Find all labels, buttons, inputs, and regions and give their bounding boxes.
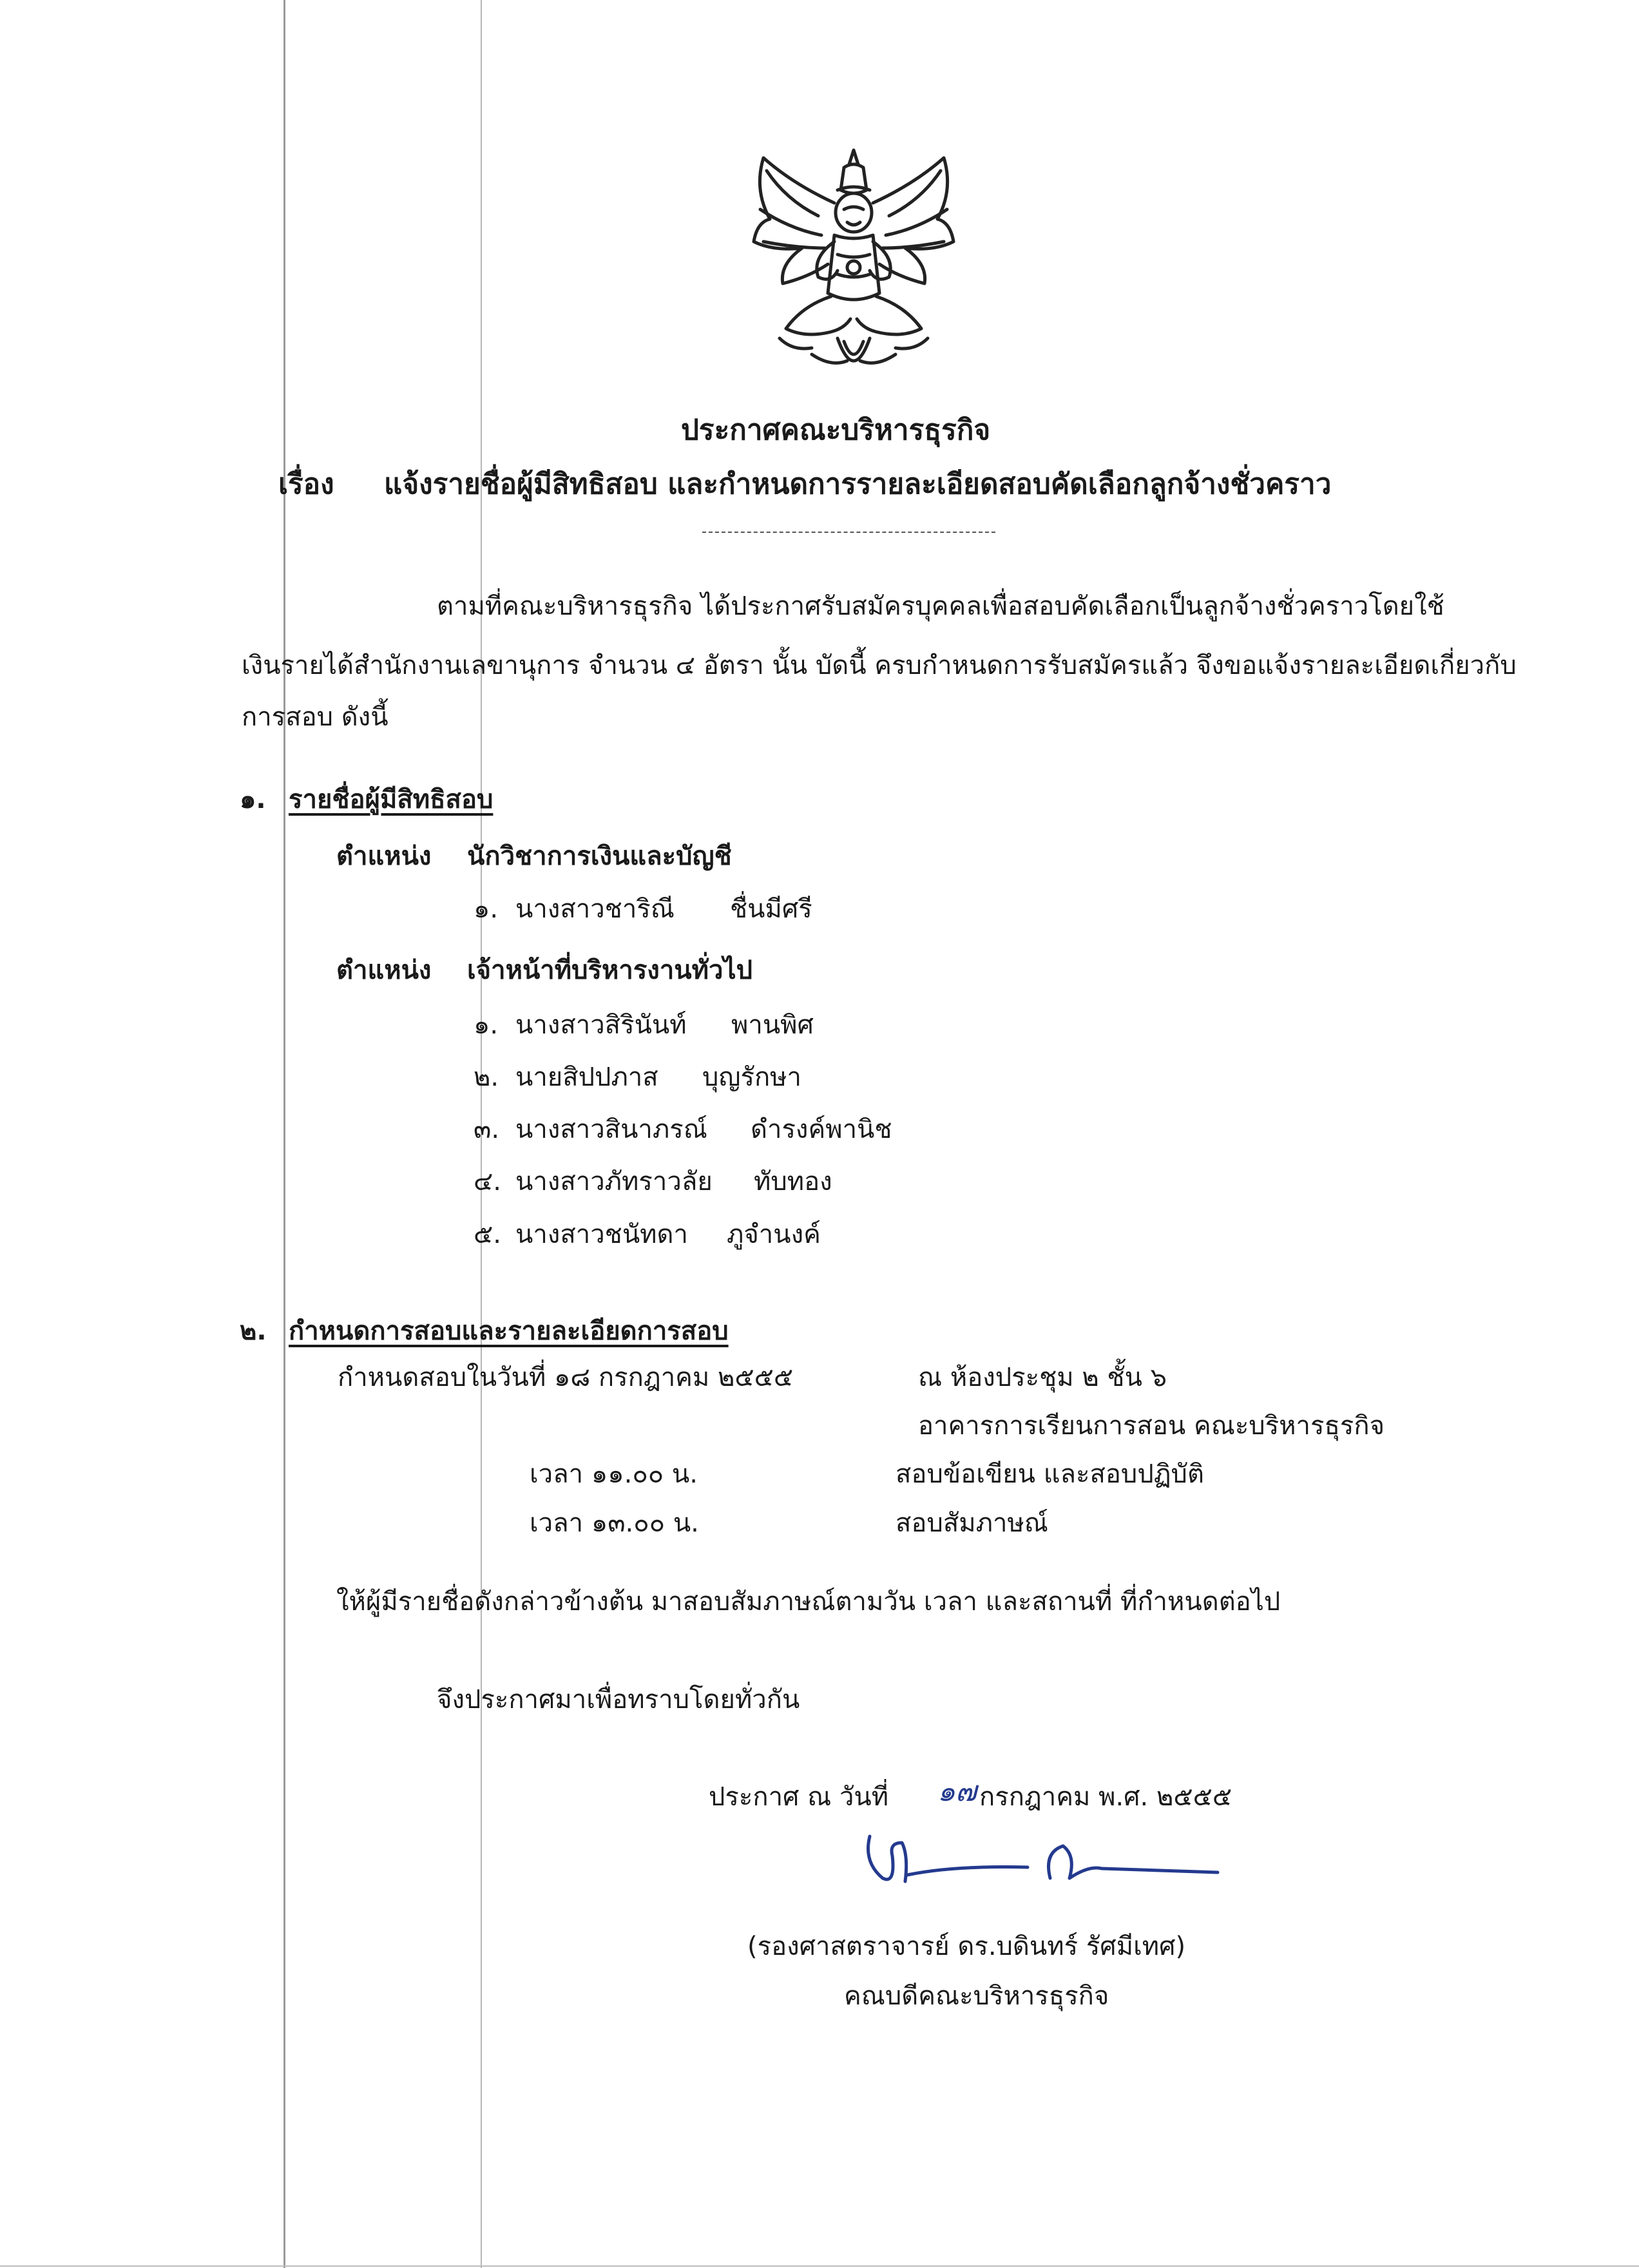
candidate-no: ๕. — [474, 1220, 501, 1249]
candidate-first-name: นางสาวชนัทดา — [515, 1220, 688, 1249]
exam-date: กำหนดสอบในวันที่ ๑๘ กรกฎาคม ๒๕๕๕ — [338, 1363, 794, 1392]
exam-venue-line-1: ณ ห้องประชุม ๒ ชั้น ๖ — [918, 1363, 1167, 1392]
scan-edge-line — [283, 0, 285, 2268]
candidate-last-name: ภูจำนงค์ — [727, 1220, 821, 1249]
intro-line-1: ตามที่คณะบริหารธุรกิจ ได้ประกาศรับสมัครบุคคลเพื่อสอบคัดเลือกเป็นลูกจ้างชั่วคราวโดยใช้ — [437, 591, 1444, 621]
section-2-number: ๒. — [240, 1316, 267, 1346]
candidate-last-name: พานพิศ — [731, 1010, 814, 1040]
subject-label: เรื่อง — [278, 468, 334, 501]
handwritten-signature — [857, 1817, 1231, 1901]
position-1-label: ตำแหน่ง — [336, 841, 432, 871]
section-1-number: ๑. — [240, 785, 266, 814]
exam-activity: สอบสัมภาษณ์ — [896, 1508, 1048, 1538]
signatory-position: คณบดีคณะบริหารธุรกิจ — [844, 1981, 1109, 2011]
document-title: ประกาศคณะบริหารธุรกิจ — [681, 414, 991, 447]
candidate-last-name: ดำรงค์พานิช — [751, 1115, 892, 1144]
exam-time: เวลา ๑๓.๐๐ น. — [530, 1508, 699, 1538]
exam-activity: สอบข้อเขียน และสอบปฏิบัติ — [896, 1459, 1204, 1489]
instruction-text: ให้ผู้มีรายชื่อดังกล่าวข้างต้น มาสอบสัมภาษณ์ตามวัน เวลา และสถานที่ ที่กำหนดต่อไป — [336, 1587, 1281, 1617]
candidate-first-name: นางสาวภัทราวลัย — [515, 1167, 713, 1196]
intro-line-3: การสอบ ดังนี้ — [242, 702, 388, 732]
title-separator — [702, 532, 995, 533]
announce-day-handwritten: ๑๗ — [937, 1775, 977, 1808]
exam-venue-line-2: อาคารการเรียนการสอน คณะบริหารธุรกิจ — [918, 1411, 1385, 1441]
closing-text: จึงประกาศมาเพื่อทราบโดยทั่วกัน — [437, 1685, 800, 1715]
exam-time: เวลา ๑๑.๐๐ น. — [530, 1459, 698, 1489]
candidate-first-name: นางสาวสิรินันท์ — [515, 1010, 687, 1040]
section-2-title: กำหนดการสอบและรายละเอียดการสอบ — [289, 1316, 729, 1346]
scan-bottom-line — [0, 2265, 1639, 2267]
candidate-last-name: ทับทอง — [754, 1167, 832, 1196]
position-1-name: นักวิชาการเงินและบัญชี — [467, 841, 732, 871]
candidate-no: ๓. — [474, 1115, 500, 1144]
candidate-no: ๑. — [474, 1010, 499, 1040]
document-subject: แจ้งรายชื่อผู้มีสิทธิสอบ และกำหนดการรายละเอียดสอบคัดเลือกลูกจ้างชั่วคราว — [384, 468, 1332, 501]
candidate-last-name: ชื่นมีศรี — [730, 894, 812, 924]
section-1-title: รายชื่อผู้มีสิทธิสอบ — [289, 785, 494, 814]
position-2-label: ตำแหน่ง — [336, 956, 432, 985]
intro-line-2: เงินรายได้สำนักงานเลขานุการ จำนวน ๔ อัตรา นั้น บัดนี้ ครบกำหนดการรับสมัครแล้ว จึงขอแจ้งรายละเอียดเกี่ยวกับ — [242, 651, 1517, 680]
candidate-no: ๑. — [474, 894, 499, 924]
signatory-name: (รองศาสตราจารย์ ดร.บดินทร์ รัศมีเทศ) — [747, 1932, 1186, 1961]
candidate-no: ๔. — [474, 1167, 501, 1196]
candidate-last-name: บุญรักษา — [702, 1062, 802, 1092]
candidate-first-name: นายสิปปภาส — [515, 1062, 658, 1092]
position-2-name: เจ้าหน้าที่บริหารงานทั่วไป — [467, 956, 752, 985]
candidate-first-name: นางสาวชาริณี — [515, 894, 675, 924]
candidate-first-name: นางสาวสินาภรณ์ — [515, 1115, 707, 1144]
announce-date-prefix: ประกาศ ณ วันที่ — [709, 1782, 889, 1812]
garuda-emblem-icon — [741, 145, 966, 387]
announce-date-suffix: กรกฎาคม พ.ศ. ๒๕๕๕ — [979, 1782, 1232, 1812]
candidate-no: ๒. — [474, 1062, 499, 1092]
